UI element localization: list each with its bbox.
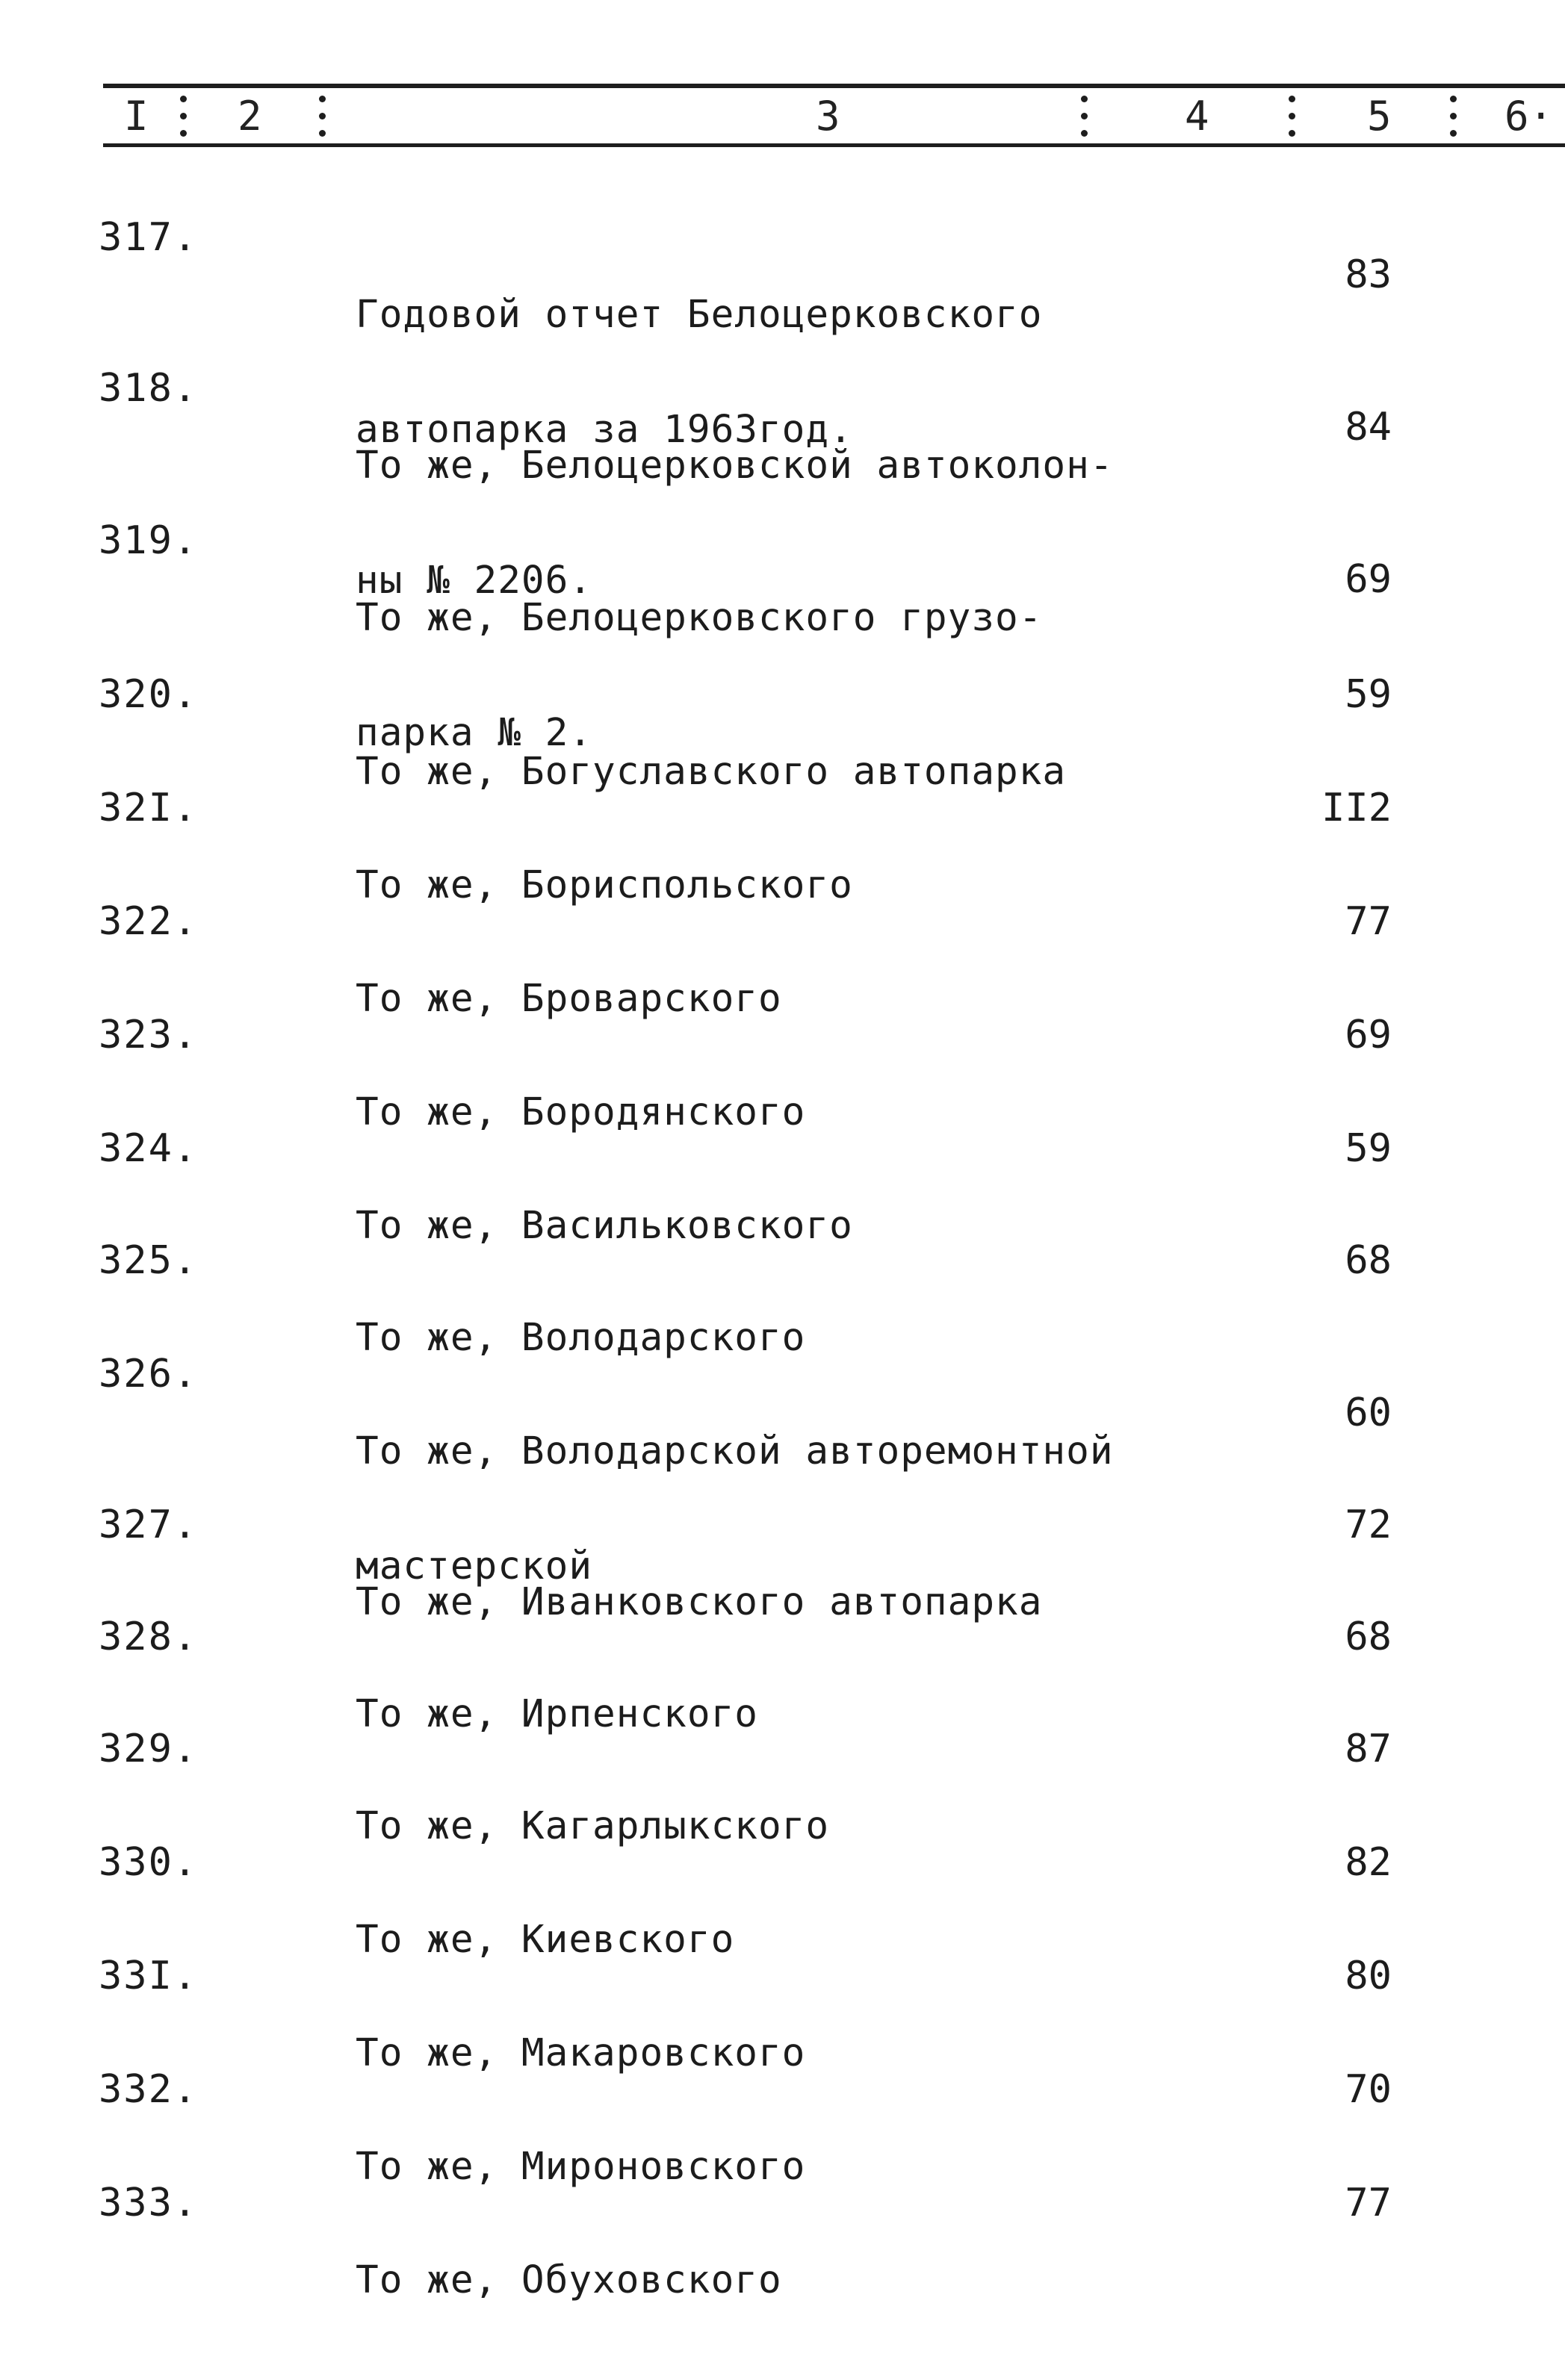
header-col-2: 2 bbox=[238, 93, 262, 140]
item-title: То же, Володарского bbox=[356, 1316, 806, 1360]
item-title: Годовой отчет Белоцерковского автопарка за 1963год. bbox=[356, 293, 1043, 452]
item-pages: II2 bbox=[1321, 786, 1392, 830]
item-title: То же, Макаровского bbox=[356, 2031, 806, 2075]
item-pages: 77 bbox=[1345, 899, 1392, 944]
header-col-5: 5 bbox=[1367, 93, 1392, 140]
item-title: То же, Васильковского bbox=[356, 1204, 853, 1248]
item-title: То же, Белоцерковской автоколон- ны № 2206. bbox=[356, 444, 1114, 603]
item-number: 327. bbox=[99, 1503, 199, 1547]
item-number: 329. bbox=[99, 1727, 199, 1771]
item-pages: 69 bbox=[1345, 1013, 1392, 1057]
header-top-rule bbox=[103, 84, 1565, 88]
item-title: То же, Иванковского автопарка bbox=[356, 1580, 1043, 1624]
item-number: 320. bbox=[99, 672, 199, 717]
item-number: 33I. bbox=[99, 1954, 199, 1998]
item-pages: 87 bbox=[1345, 1727, 1392, 1771]
item-pages: 84 bbox=[1345, 405, 1392, 450]
item-number: 328. bbox=[99, 1615, 199, 1659]
item-pages: 77 bbox=[1345, 2181, 1392, 2225]
item-title: То же, Кагарлыкского bbox=[356, 1804, 830, 1848]
item-number: 318. bbox=[99, 366, 199, 411]
header-separator bbox=[1286, 93, 1297, 140]
item-title: То же, Киевского bbox=[356, 1918, 735, 1962]
item-number: 319. bbox=[99, 518, 199, 563]
item-pages: 68 bbox=[1345, 1238, 1392, 1283]
header-col-4: 4 bbox=[1185, 93, 1209, 140]
item-number: 333. bbox=[99, 2181, 199, 2225]
item-pages: 68 bbox=[1345, 1615, 1392, 1659]
item-title: То же, Белоцерковского грузо- парка № 2. bbox=[356, 596, 1043, 755]
item-number: 332. bbox=[99, 2067, 199, 2112]
item-pages: 72 bbox=[1345, 1503, 1392, 1547]
item-number: 325. bbox=[99, 1238, 199, 1283]
item-pages: 60 bbox=[1345, 1391, 1392, 1435]
item-title: То же, Ирпенского bbox=[356, 1692, 758, 1736]
item-pages: 80 bbox=[1345, 1954, 1392, 1998]
header-bottom-rule bbox=[103, 143, 1565, 147]
header-separator bbox=[317, 93, 327, 140]
item-pages: 59 bbox=[1345, 1126, 1392, 1171]
header-col-1: I bbox=[124, 93, 149, 140]
item-title: То же, Богуславского автопарка bbox=[356, 750, 1067, 794]
item-pages: 59 bbox=[1345, 672, 1392, 717]
item-title: То же, Мироновского bbox=[356, 2145, 806, 2189]
item-pages: 70 bbox=[1345, 2067, 1392, 2112]
header-col-3: 3 bbox=[816, 93, 840, 140]
item-number: 326. bbox=[99, 1352, 199, 1396]
item-title: То же, Володарской авторемонтной мастерской bbox=[356, 1429, 1114, 1588]
header-separator bbox=[178, 93, 188, 140]
item-number: 323. bbox=[99, 1013, 199, 1057]
item-title: То же, Бородянского bbox=[356, 1090, 806, 1134]
header-col-6: 6· bbox=[1504, 93, 1554, 140]
item-number: 317. bbox=[99, 215, 199, 260]
item-number: 322. bbox=[99, 899, 199, 944]
item-pages: 82 bbox=[1345, 1840, 1392, 1885]
header-separator bbox=[1448, 93, 1458, 140]
item-pages: 83 bbox=[1345, 252, 1392, 297]
item-title: То же, Обуховского bbox=[356, 2258, 782, 2302]
item-title: То же, Броварского bbox=[356, 977, 782, 1021]
item-number: 324. bbox=[99, 1126, 199, 1171]
item-number: 330. bbox=[99, 1840, 199, 1885]
item-title: То же, Бориспольского bbox=[356, 863, 853, 907]
header-separator bbox=[1079, 93, 1089, 140]
item-pages: 69 bbox=[1345, 557, 1392, 602]
item-number: 32I. bbox=[99, 786, 199, 830]
